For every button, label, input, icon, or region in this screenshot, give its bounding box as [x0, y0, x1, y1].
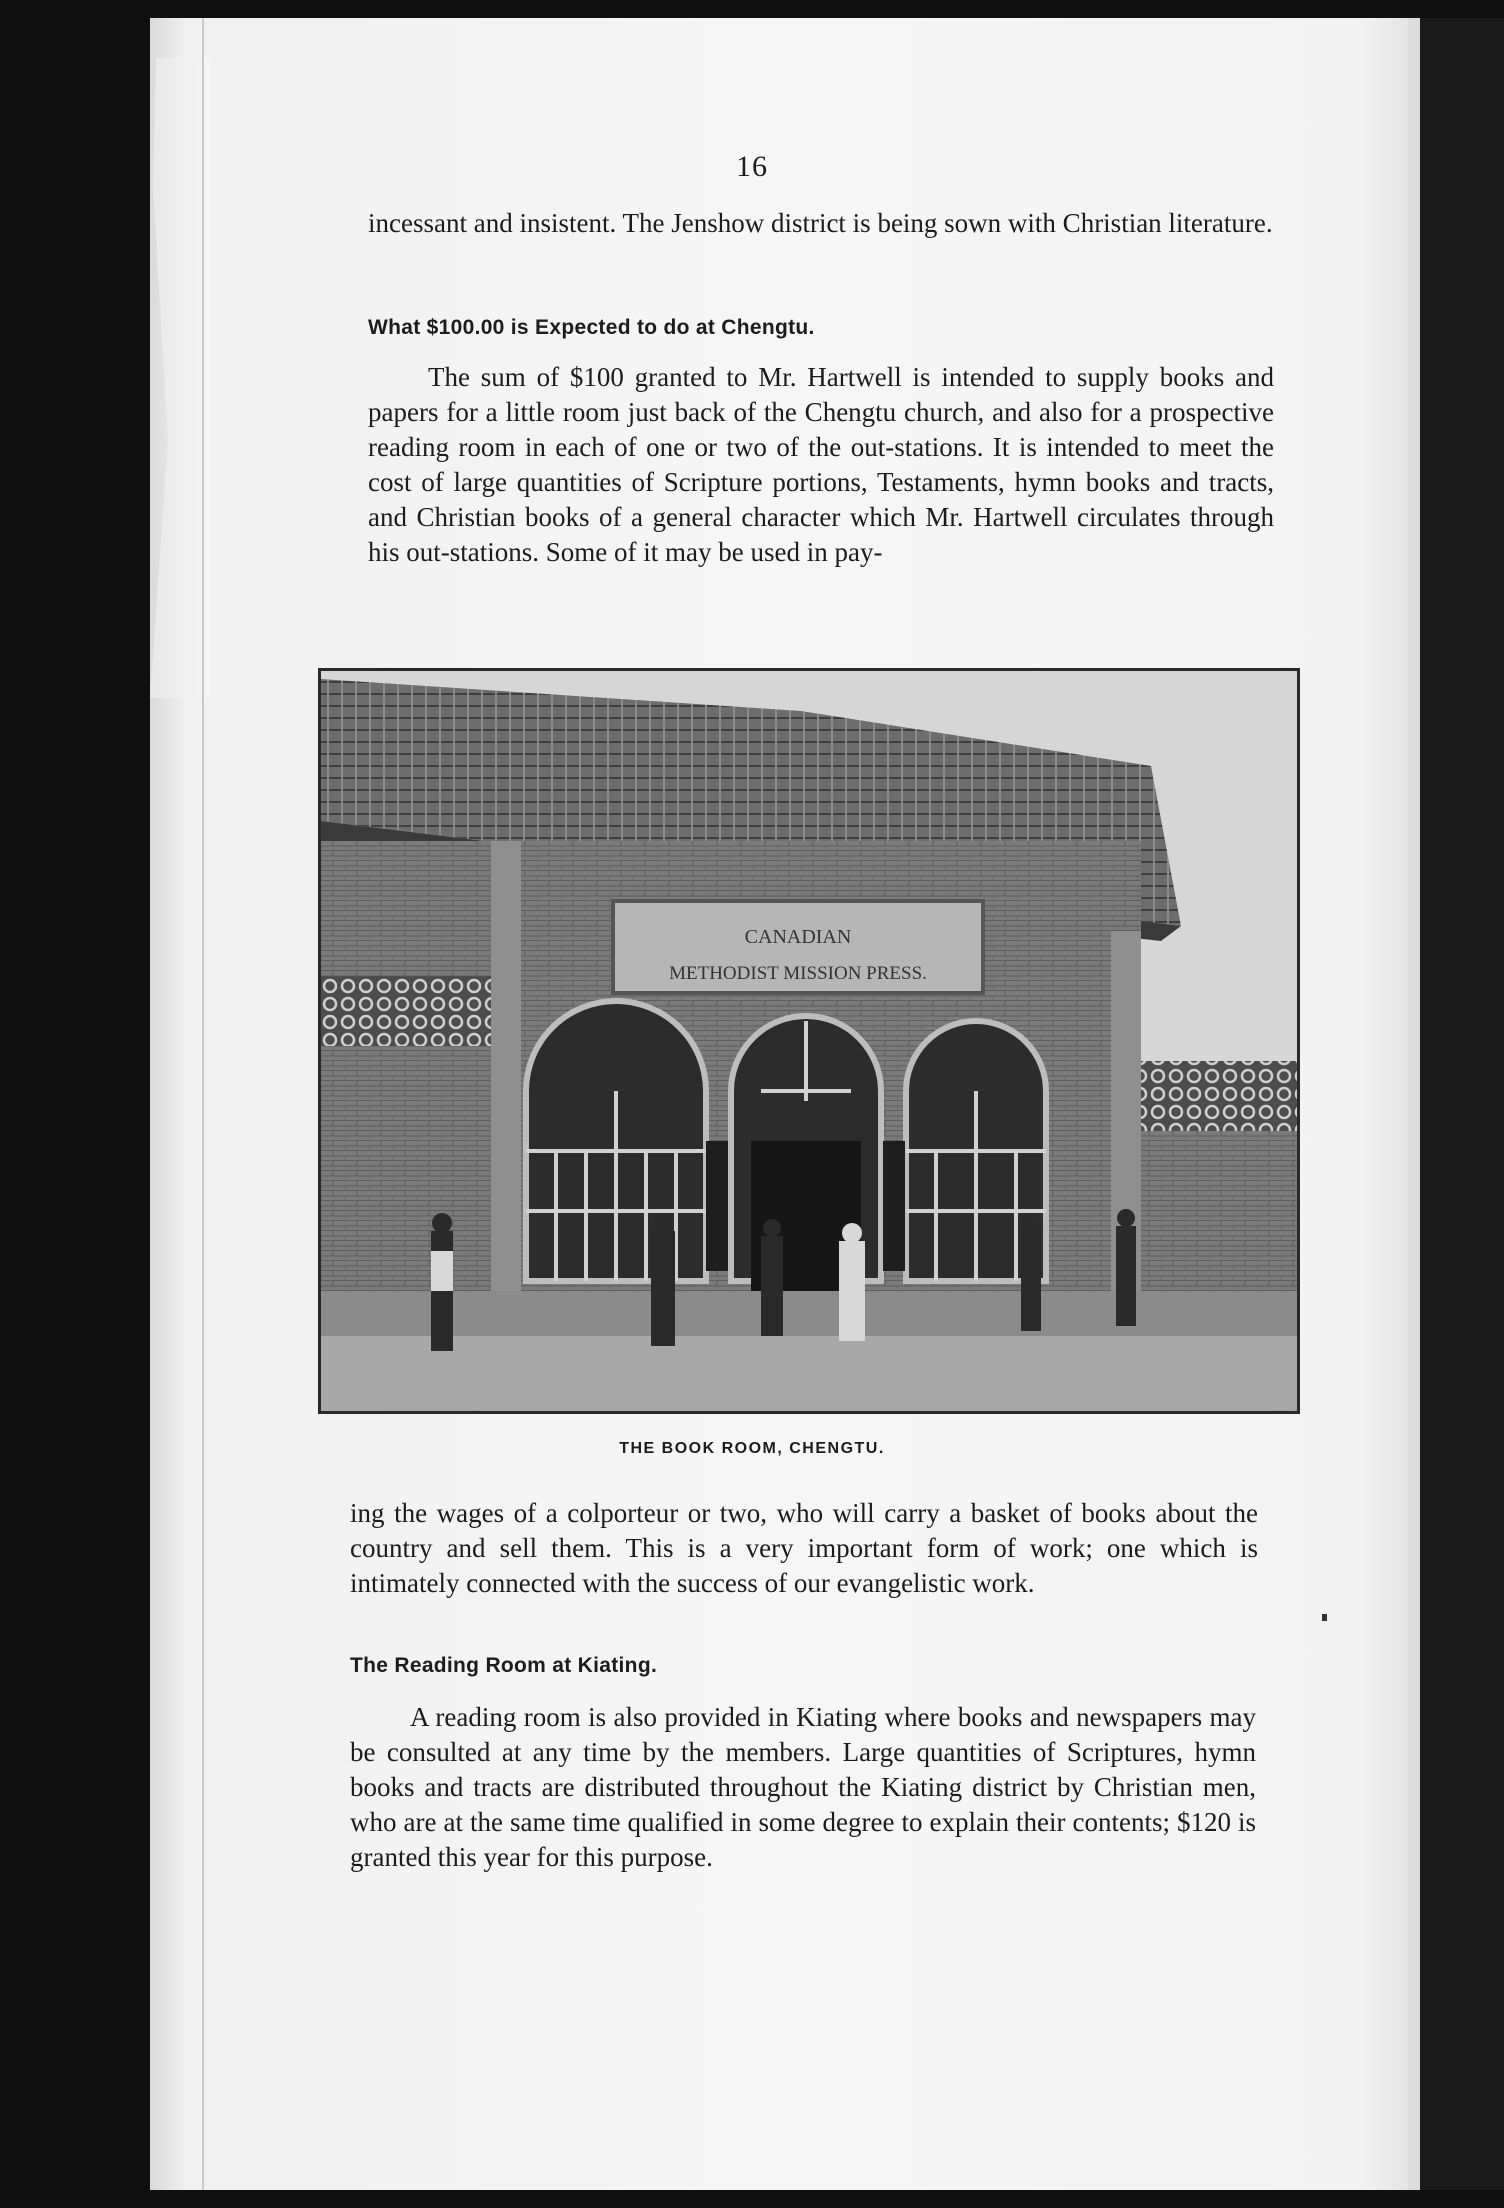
signboard-text: CANADIAN — [744, 926, 852, 948]
paragraph-intro: incessant and insistent. The Jenshow district is being sown with Christian literature. — [368, 208, 1273, 238]
paragraph-chengtu: The sum of $100 granted to Mr. Hartwell is intended to supply books and papers for a little room just back of the Chengtu church, and also for a prospective reading room in each of one or two of the out-stations. It is intended to meet the cost of large quantities of Scripture portions, Testaments, hymn books and tracts, and Christian books of a general character which Mr. Hartwell circulates through his out-stations. Some of it may be used in pay- — [368, 362, 1274, 567]
binding-fold — [202, 18, 204, 2190]
scan-background — [1420, 18, 1504, 2190]
svg-text:METHODIST MISSION PRESS.: METHODIST MISSION PRESS. — [669, 963, 927, 984]
page-number: 16 — [736, 150, 768, 183]
ink-speck — [1322, 1614, 1327, 1621]
paragraph-kiating: A reading room is also provided in Kiating where books and newspapers may be consulted at any time by the members. Large quantities of Scriptures, hymn books and tracts are distributed throughout the Kiating district by Christian men, who are at the same time qualified in some degree to explain their contents; $120 is granted this year for this purpose. — [350, 1702, 1256, 1872]
section-heading-chengtu: What $100.00 is Expected to do at Chengtu. — [368, 316, 815, 339]
paragraph-colporteur: ing the wages of a colporteur or two, who will carry a basket of books about the country and sell them. This is a very important form of work; one which is intimately connected with the success of our evangelistic work. — [350, 1498, 1258, 1598]
section-heading-kiating: The Reading Room at Kiating. — [350, 1654, 658, 1677]
book-room-photograph — [318, 668, 1300, 1414]
next-page-edge — [1408, 18, 1420, 2190]
photo-caption: THE BOOK ROOM, CHENGTU. — [619, 1440, 885, 1457]
